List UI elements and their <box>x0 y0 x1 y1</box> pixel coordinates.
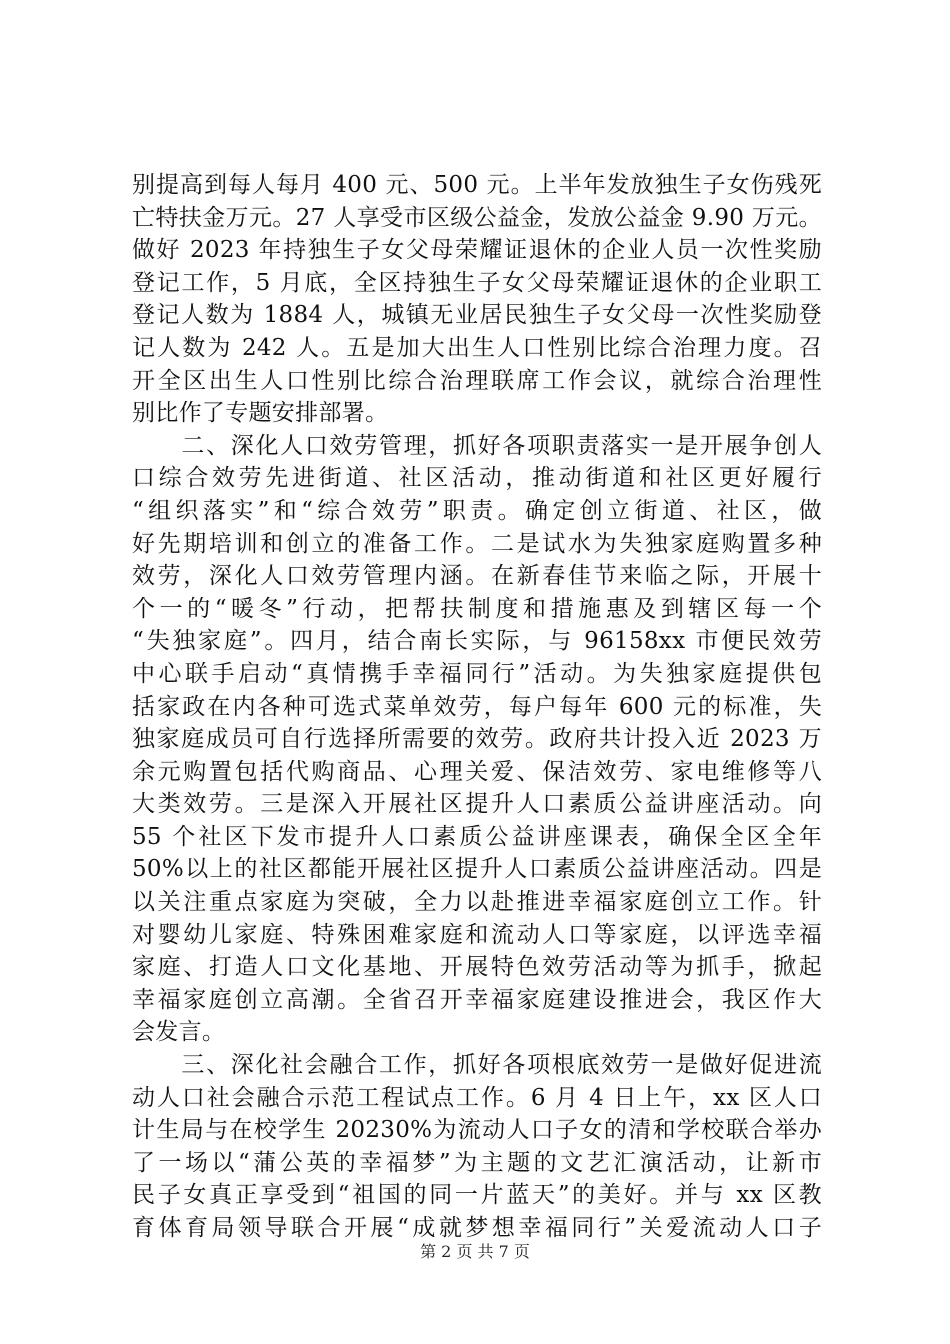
text-line: 括家政在内各种可选式菜单效劳，每户每年 600 元的标准，失 <box>132 693 822 720</box>
text-line: 个一的“暖冬”行动，把帮扶制度和措施惠及到辖区每一个 <box>132 595 822 622</box>
document-body <box>132 169 822 1245</box>
text-line: 做好 2023 年持独生子女父母荣耀证退休的企业人员一次性奖励 <box>132 237 822 264</box>
text-line: 民子女真正享受到“祖国的同一片蓝天”的美好。并与 xx 区教 <box>132 1182 822 1209</box>
text-line: 登记人数为 1884 人，城镇无业居民独生子女父母一次性奖励登 <box>132 302 822 329</box>
text-line: 会发言。 <box>132 1019 226 1046</box>
text-line: 别比作了专题安排部署。 <box>132 400 389 427</box>
text-line: 中心联手启动“真情携手幸福同行”活动。为失独家庭提供包 <box>132 660 822 687</box>
text-line: 大类效劳。三是深入开展社区提升人口素质公益讲座活动。向 <box>132 791 822 818</box>
text-line: 以关注重点家庭为突破，全力以赴推进幸福家庭创立工作。针 <box>132 889 822 916</box>
text-line: 记人数为 242 人。五是加大出生人口性别比综合治理力度。召 <box>132 334 822 361</box>
text-line: 家庭、打造人口文化基地、开展特色效劳活动等为抓手，掀起 <box>132 954 822 981</box>
text-line: 对婴幼儿家庭、特殊困难家庭和流动人口等家庭，以评选幸福 <box>132 921 822 948</box>
text-line: 效劳，深化人口效劳管理内涵。在新春佳节来临之际，开展十 <box>132 563 822 590</box>
text-line: 50%以上的社区都能开展社区提升人口素质公益讲座活动。四是 <box>132 856 822 883</box>
text-line: 55 个社区下发市提升人口素质公益讲座课表，确保全区全年 <box>132 823 822 850</box>
text-line: 别提高到每人每月 400 元、500 元。上半年发放独生子女伤残死 <box>132 172 822 198</box>
text-line: 开全区出生人口性别比综合治理联席工作会议，就综合治理性 <box>132 367 822 394</box>
text-line: 余元购置包括代购商品、心理关爱、保洁效劳、家电维修等八 <box>132 758 822 785</box>
text-line: 计生局与在校学生 20230%为流动人口子女的清和学校联合举办 <box>132 1117 822 1144</box>
text-line: 幸福家庭创立高潮。全省召开幸福家庭建设推进会，我区作大 <box>132 986 822 1013</box>
text-line: 育体育局领导联合开展“成就梦想幸福同行”关爱流动人口子 <box>132 1215 822 1241</box>
text-line: 三、深化社会融合工作，抓好各项根底效劳一是做好促进流 <box>132 1052 822 1079</box>
text-line: 独家庭成员可自行选择所需要的效劳。政府共计投入近 2023 万 <box>132 726 822 753</box>
text-line: 好先期培训和创立的准备工作。二是试水为失独家庭购置多种 <box>132 530 822 557</box>
text-line: 动人口社会融合示范工程试点工作。6 月 4 日上午，xx 区人口 <box>132 1084 822 1111</box>
text-line: 亡特扶金万元。27 人享受市区级公益金，发放公益金 9.90 万元。 <box>132 204 822 231</box>
text-line: 了一场以“蒲公英的幸福梦”为主题的文艺汇演活动，让新市 <box>132 1149 822 1176</box>
text-line: 口综合效劳先进街道、社区活动，推动街道和社区更好履行 <box>132 465 822 492</box>
text-line: 登记工作，5 月底，全区持独生子女父母荣耀证退休的企业职工 <box>132 269 822 296</box>
text-line: “失独家庭”。四月，结合南长实际，与 96158xx 市便民效劳 <box>132 628 822 655</box>
text-line: 二、深化人口效劳管理，抓好各项职责落实一是开展争创人 <box>132 432 822 459</box>
text-line: “组织落实”和“综合效劳”职责。确定创立街道、社区，做 <box>132 497 822 524</box>
page-number-footer: 第 2 页 共 7 页 <box>420 1242 530 1261</box>
